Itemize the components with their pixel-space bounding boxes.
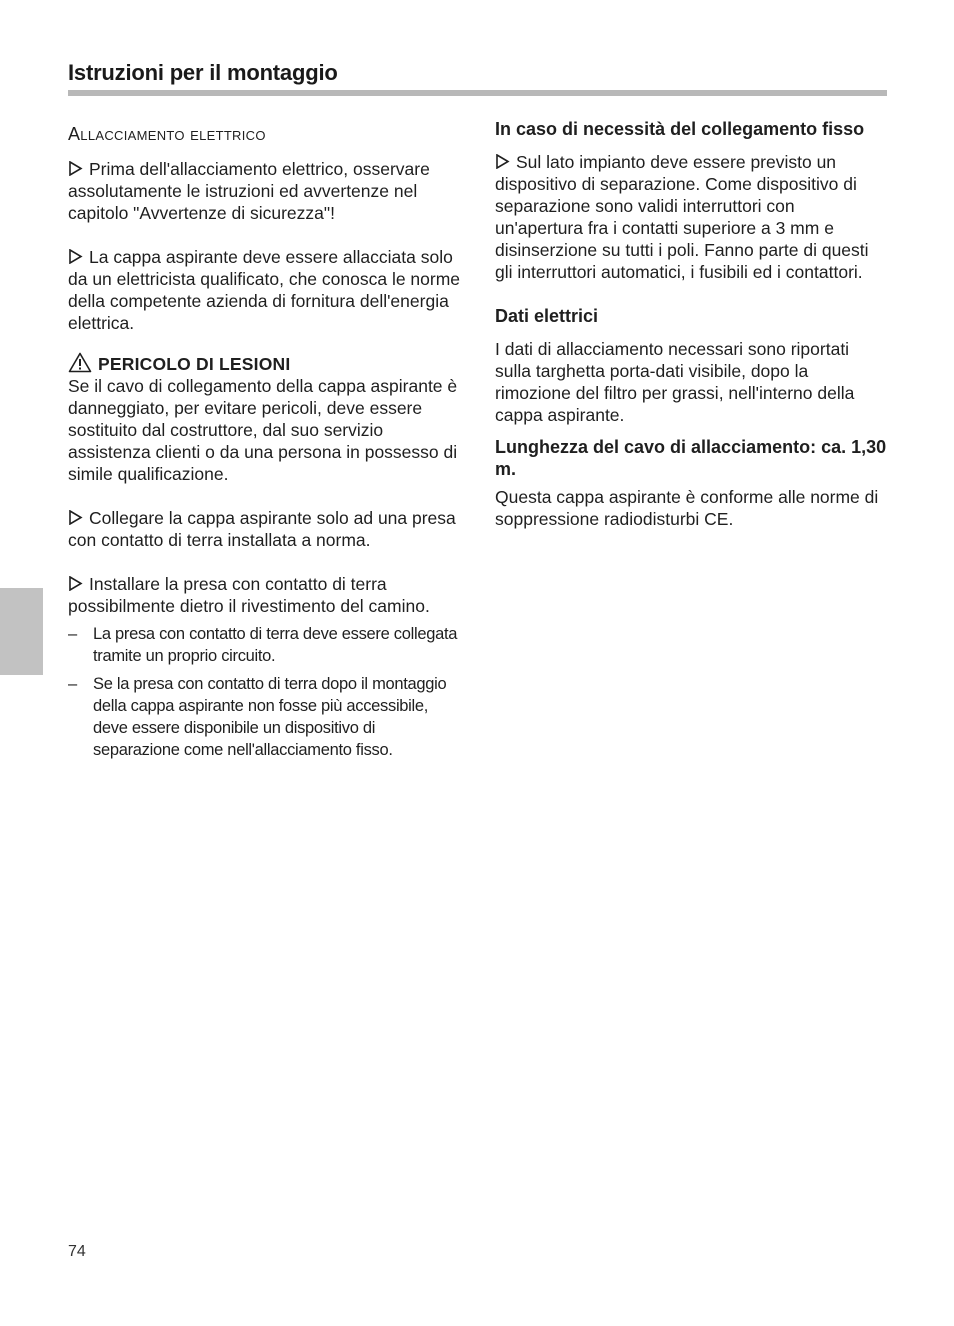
warning-text: Se il cavo di collegamento della cappa aspirante è danneggiato, per evitare pericoli, deve essere sostituito dal costruttore, dal suo servizio assistenza clienti o da una persona in possesso di simile qualificazione.	[68, 376, 458, 484]
play-triangle-icon	[495, 154, 510, 169]
instruction-paragraph	[68, 507, 463, 551]
title-rule	[68, 90, 887, 96]
warning-title: PERICOLO DI LESIONI	[98, 354, 291, 374]
warning-heading	[68, 352, 463, 375]
list-dash: –	[68, 625, 77, 643]
body-paragraph: I dati di allacciamento necessari sono riportati sulla targhetta porta-dati visibile, dopo la rimozione del filtro per grassi, nell'interno della cappa aspirante.	[495, 339, 855, 425]
play-triangle-icon	[68, 576, 83, 591]
instruction-text: Prima dell'allacciamento elettrico, osservare assolutamente le istruzioni ed avvertenze nel capitolo "Avvertenze di sicurezza"!	[68, 159, 430, 223]
list-dash: –	[68, 675, 77, 693]
heading-collegamento-fisso: In caso di necessità del collegamento fisso	[495, 119, 865, 139]
right-column	[495, 118, 887, 541]
dash-list	[68, 623, 463, 761]
left-column	[68, 118, 463, 767]
body-paragraph: Questa cappa aspirante è conforme alle norme di soppressione radiodisturbi CE.	[495, 487, 879, 529]
page-number: 74	[68, 1243, 86, 1260]
page-title: Istruzioni per il montaggio	[68, 60, 338, 85]
instruction-paragraph	[68, 573, 463, 617]
list-item	[68, 673, 463, 761]
heading-lunghezza-cavo: Lunghezza del cavo di allacciamento: ca. 1,30 m.	[495, 437, 887, 479]
side-tab-marker	[0, 588, 43, 675]
instruction-text: Collegare la cappa aspirante solo ad una presa con contatto di terra installata a norma.	[68, 508, 456, 550]
instruction-text: Sul lato impianto deve essere previsto un dispositivo di separazione. Come dispositivo di separazione sono validi interruttori con un'apertura fra i contatti superiore a 3 mm e disinserzione su tutti i poli. Fanno parte di questi gli interruttori automatici, i fusibili ed i contattori.	[495, 152, 869, 282]
list-item-text: Se la presa con contatto di terra dopo il montaggio della cappa aspirante non fosse più accessibile, deve essere disponibile un dispositivo di separazione come nell'allacciamento fisso.	[93, 675, 447, 759]
heading-dati-elettrici: Dati elettrici	[495, 306, 599, 326]
instruction-text: Installare la presa con contatto di terra possibilmente dietro il rivestimento del camino.	[68, 574, 430, 616]
play-triangle-icon	[68, 161, 83, 176]
list-item-text: La presa con contatto di terra deve essere collegata tramite un proprio circuito.	[93, 625, 458, 665]
play-triangle-icon	[68, 510, 83, 525]
instruction-text: La cappa aspirante deve essere allacciata solo da un elettricista qualificato, che conosca le norme della competente azienda di fornitura dell'energia elettrica.	[68, 247, 461, 333]
list-item	[68, 623, 463, 667]
warning-triangle-icon	[68, 352, 92, 373]
instruction-paragraph	[68, 246, 463, 334]
instruction-paragraph	[495, 151, 887, 283]
instruction-paragraph	[68, 158, 463, 224]
section-heading-allacciamento: Allacciamento elettrico	[68, 124, 266, 144]
play-triangle-icon	[68, 249, 83, 264]
